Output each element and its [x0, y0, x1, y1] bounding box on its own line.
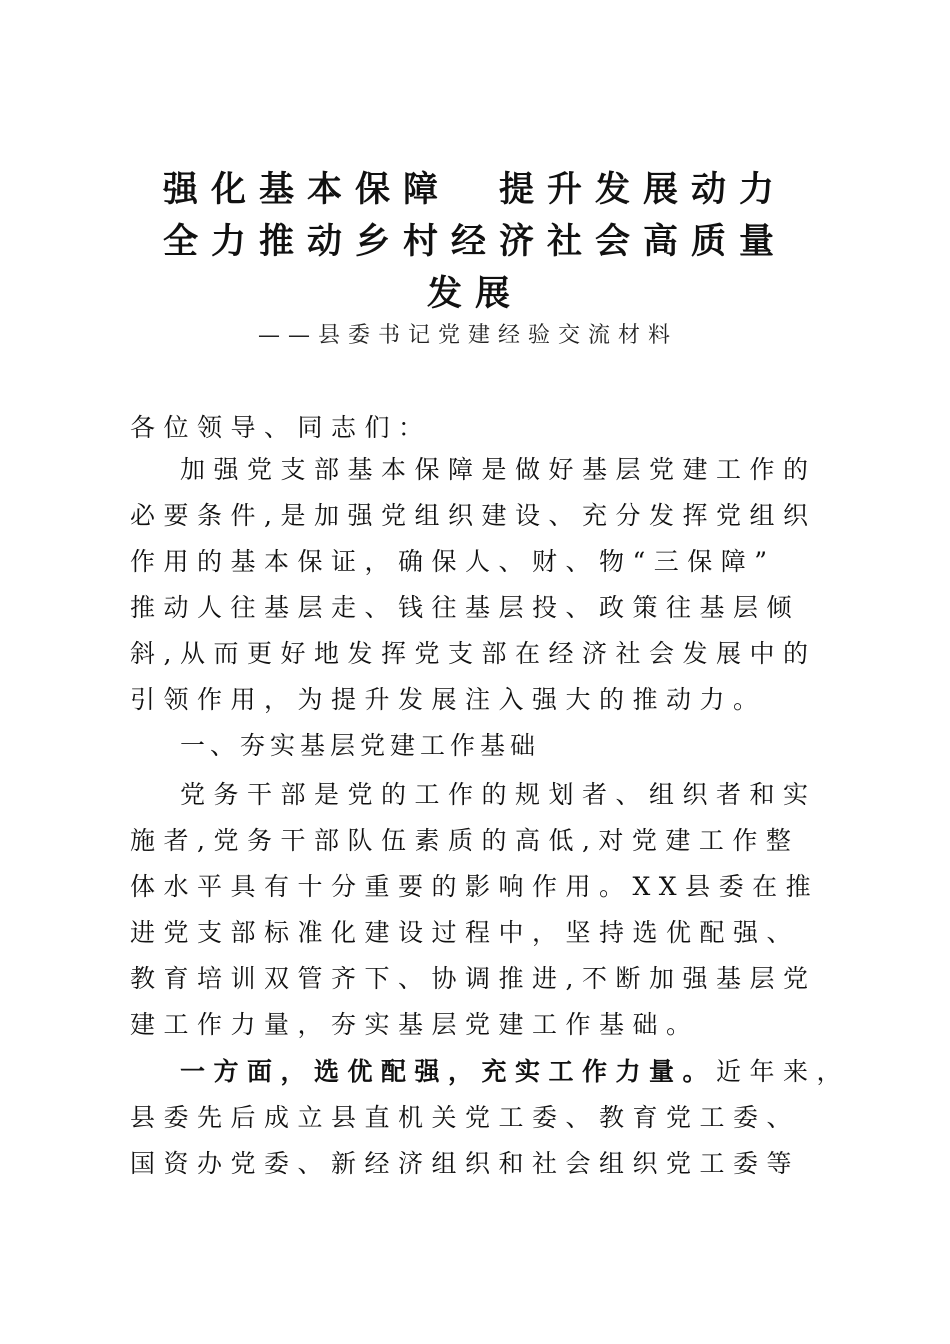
paragraph-first-line — [130, 1049, 851, 1095]
paragraph-line: 建工作力量，夯实基层党建工作基础。 — [130, 1010, 700, 1039]
paragraph-line: 作用的基本保证，确保人、财、物“三保障” — [130, 547, 776, 576]
document-title — [0, 164, 950, 320]
paragraph-lead-text: 一方面，选优配强，充实工作力量。 — [180, 1057, 717, 1086]
title-line-2: 全力推动乡村经济社会高质量 — [162, 222, 787, 262]
paragraph-line: 必要条件,是加强党组织建设、充分发挥党组织 — [130, 501, 817, 530]
document-subtitle: ——县委书记党建经验交流材料 — [258, 323, 679, 348]
paragraph-line-tail: 近年来， — [716, 1057, 851, 1086]
title-line-3: 发展 — [426, 274, 523, 314]
greeting: 各位领导、同志们： — [130, 413, 432, 442]
section-heading-1: 一、夯实基层党建工作基础 — [180, 731, 541, 760]
paragraph-line: 加强党支部基本保障是做好基层党建工作的 — [180, 455, 817, 484]
paragraph-2 — [130, 772, 825, 1048]
paragraph-line: 国资办党委、新经济组织和社会组织党工委等 — [130, 1149, 801, 1178]
paragraph-line: 教育培训双管齐下、协调推进,不断加强基层党 — [130, 964, 817, 993]
paragraph-1 — [130, 447, 825, 723]
paragraph-line: 施者,党务干部队伍素质的高低,对党建工作整 — [130, 826, 800, 855]
paragraph-line: 县委先后成立县直机关党工委、教育党工委、 — [130, 1103, 801, 1132]
paragraph-line: 进党支部标准化建设过程中，坚持选优配强、 — [130, 918, 801, 947]
paragraph-line: 斜,从而更好地发挥党支部在经济社会发展中的 — [130, 639, 817, 668]
paragraph-3 — [130, 1049, 851, 1187]
title-line-1: 强化基本保障 提升发展动力 — [162, 170, 787, 210]
paragraph-line: 推动人往基层走、钱往基层投、政策往基层倾 — [130, 593, 801, 622]
paragraph-line: 体水平具有十分重要的影响作用。XX县委在推 — [130, 872, 820, 901]
paragraph-line: 党务干部是党的工作的规划者、组织者和实 — [180, 780, 817, 809]
paragraph-line: 引领作用，为提升发展注入强大的推动力。 — [130, 685, 767, 714]
